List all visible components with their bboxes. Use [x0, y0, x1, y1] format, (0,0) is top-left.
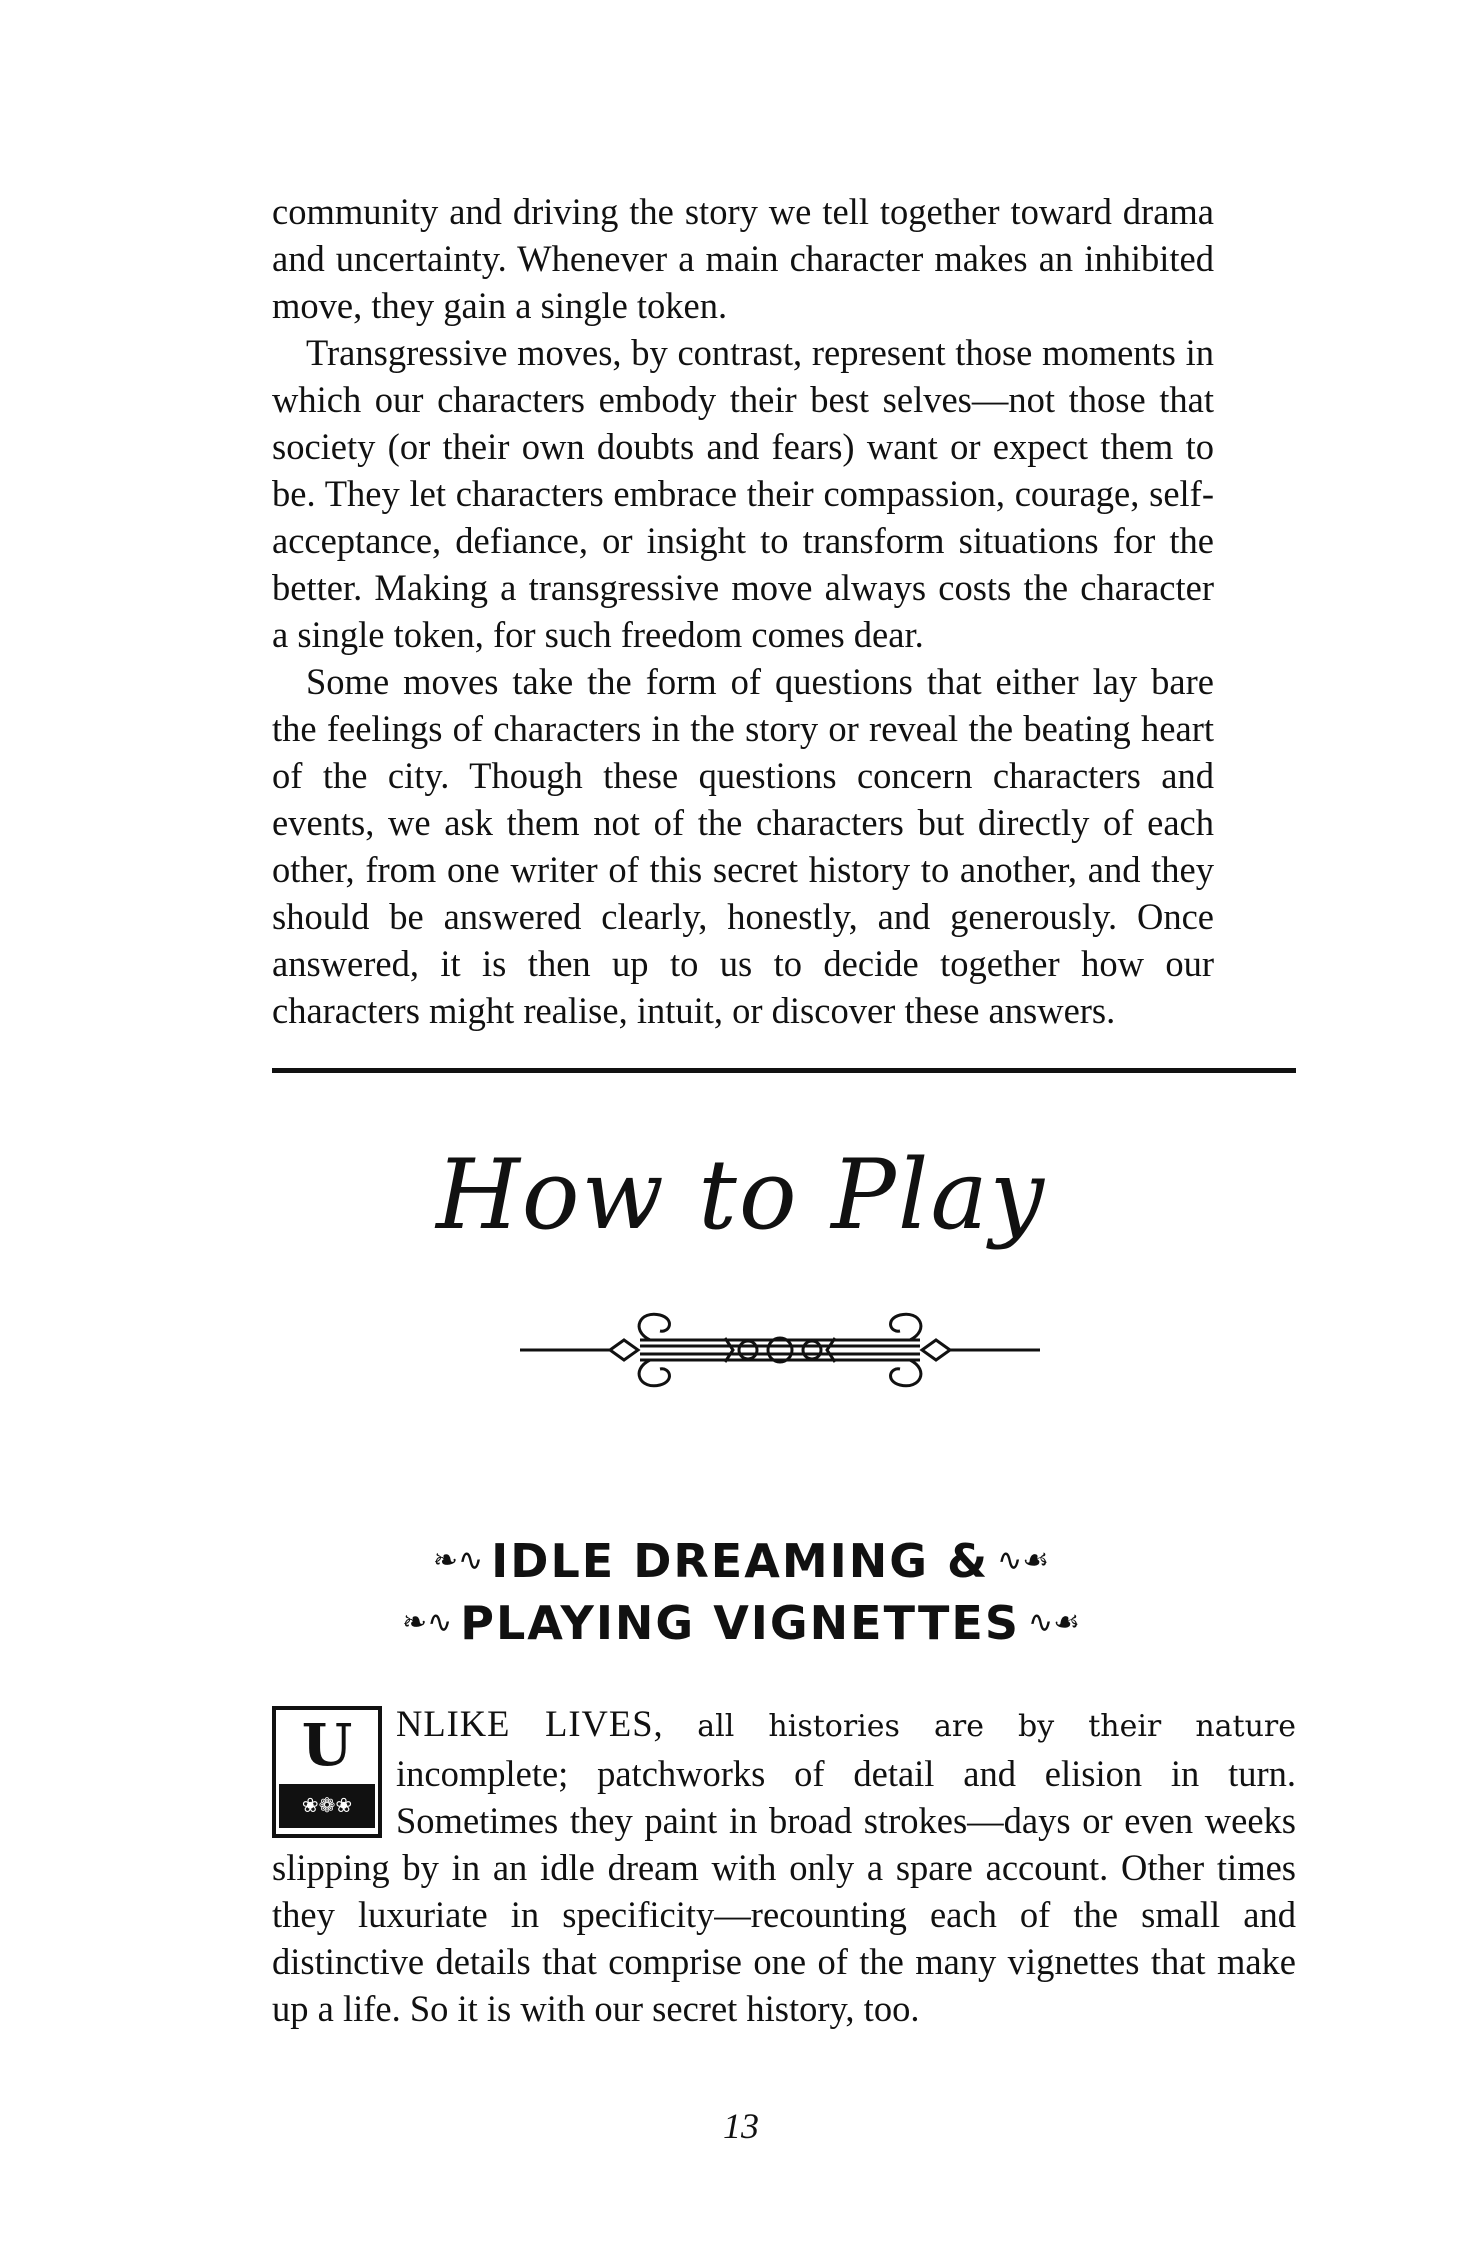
section-rule [272, 1068, 1296, 1073]
drop-cap [272, 1706, 382, 1838]
page-number: 13 [723, 2106, 759, 2146]
drop-cap-floral-icon: ❀❁❀ [279, 1784, 375, 1828]
subheading-ornament-right-icon: ∿☙ [997, 1543, 1050, 1578]
paragraph-1: community and driving the story we tell together toward drama and uncertainty. Whenever a main character makes an inhibited move, they gain a single token. [272, 191, 1214, 326]
paragraph-4 [272, 1700, 1296, 2032]
subheading-text-2: PLAYING VIGNETTES [460, 1596, 1020, 1650]
subheading-line-2 [0, 1592, 1482, 1654]
body-text-bottom [272, 1700, 1296, 2032]
paragraph-3: Some moves take the form of questions that either lay bare the feelings of characters in the story or reveal the beating heart of the city. Though these questions concern characters and events, we ask them not of the characters but directly of each other, from one writer of this secret history to another, and they should be answered clearly, honestly, and generously. Once answered, it is then up to us to decide together how our characters might realise, intuit, or discover these answers. [272, 661, 1214, 1031]
flourish-ornament-icon [510, 1300, 1050, 1400]
subheading-text-1: IDLE DREAMING & [491, 1534, 990, 1588]
paragraph-4-text: incomplete; patchworks of detail and elision in turn. Sometimes they paint in broad strokes—days or even weeks slipping by in an idle dream with only a spare account. Other times they luxuriate in specificity—recounting each of the small and distinctive details that comprise one of the many vignettes that make up a life. So it is with our secret history, too. [272, 1753, 1296, 2029]
section-title: How to Play [436, 1139, 1046, 1251]
subheading-line-1 [0, 1530, 1482, 1592]
body-text-top [272, 188, 1214, 1034]
subheading-ornament-left-icon: ❧∿ [432, 1543, 484, 1578]
subheading [0, 1530, 1482, 1654]
paragraph-2: Transgressive moves, by contrast, represent those moments in which our characters embody their best selves—not those that society (or their own doubts and fears) want or expect them to be. They let characters embrace their compassion, courage, self-acceptance, defiance, or insight to transform situations for the better. Making a transgressive move always costs the character a single token, for such freedom comes dear. [272, 332, 1214, 655]
subheading-ornament-left-2-icon: ❧∿ [402, 1605, 453, 1640]
subheading-ornament-right-2-icon: ∿☙ [1027, 1605, 1080, 1640]
lead-in-caps: NLIKE LIVES, [396, 1703, 664, 1744]
drop-cap-letter: U [301, 1711, 353, 1779]
lead-in-rest: all histories are by their nature [697, 1709, 1296, 1744]
